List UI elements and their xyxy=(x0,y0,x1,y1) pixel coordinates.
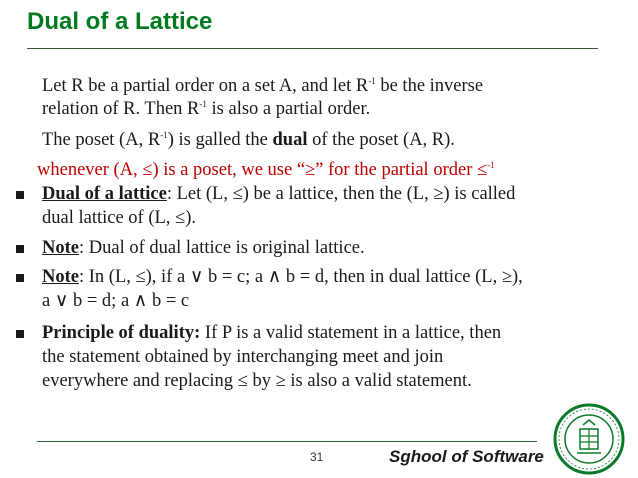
intro-line-1: Let R be a partial order on a set A, and let $R^{-1}$ be the inverse xyxy=(42,76,484,96)
bullet-4-line-2: the statement obtained by interchanging meet and join xyxy=(42,347,444,367)
page-number: 31 xyxy=(310,450,324,464)
bullet-1-line-2: dual lattice of (L, ≤). xyxy=(42,208,196,228)
bullet-marker xyxy=(16,191,24,199)
bullet-3-line-2: a ∨ b = d; a ∧ b = c xyxy=(42,291,190,311)
bullet-marker xyxy=(16,274,24,282)
bullet-4-line-1: Principle of duality: If P is a valid statement in a lattice, then xyxy=(42,323,502,343)
bullet-4-line-3: everywhere and replacing ≤ by ≥ is also a valid statement. xyxy=(42,371,472,391)
footer-divider xyxy=(37,441,537,442)
footer-organization: Sghool of Software xyxy=(389,447,544,466)
title-divider xyxy=(27,48,598,49)
university-seal-icon xyxy=(553,403,625,475)
intro-line-4-highlight: whenever (A, ≤) is a poset, we use “≥” for the partial order ≤$^{-1}$ xyxy=(37,160,495,180)
bullet-1-line-1: Dual of a lattice: Let (L, ≤) be a lattice, then the (L, ≥) is called xyxy=(42,184,516,204)
bullet-2-line-1: Note: Dual of dual lattice is original lattice. xyxy=(42,238,365,258)
bullet-3-line-1: Note: In (L, ≤), if a ∨ b = c; a ∧ b = d, then in dual lattice (L, ≥), xyxy=(42,267,523,287)
slide-title: Dual of a Lattice xyxy=(27,8,213,35)
bullet-marker xyxy=(16,330,24,338)
bullet-marker xyxy=(16,245,24,253)
intro-line-2: relation of R. Then $R^{-1}$ is also a partial order. xyxy=(42,99,371,119)
intro-line-3: The poset (A, $R^{-1}$) is galled the dual of the poset (A, R). xyxy=(42,130,455,150)
